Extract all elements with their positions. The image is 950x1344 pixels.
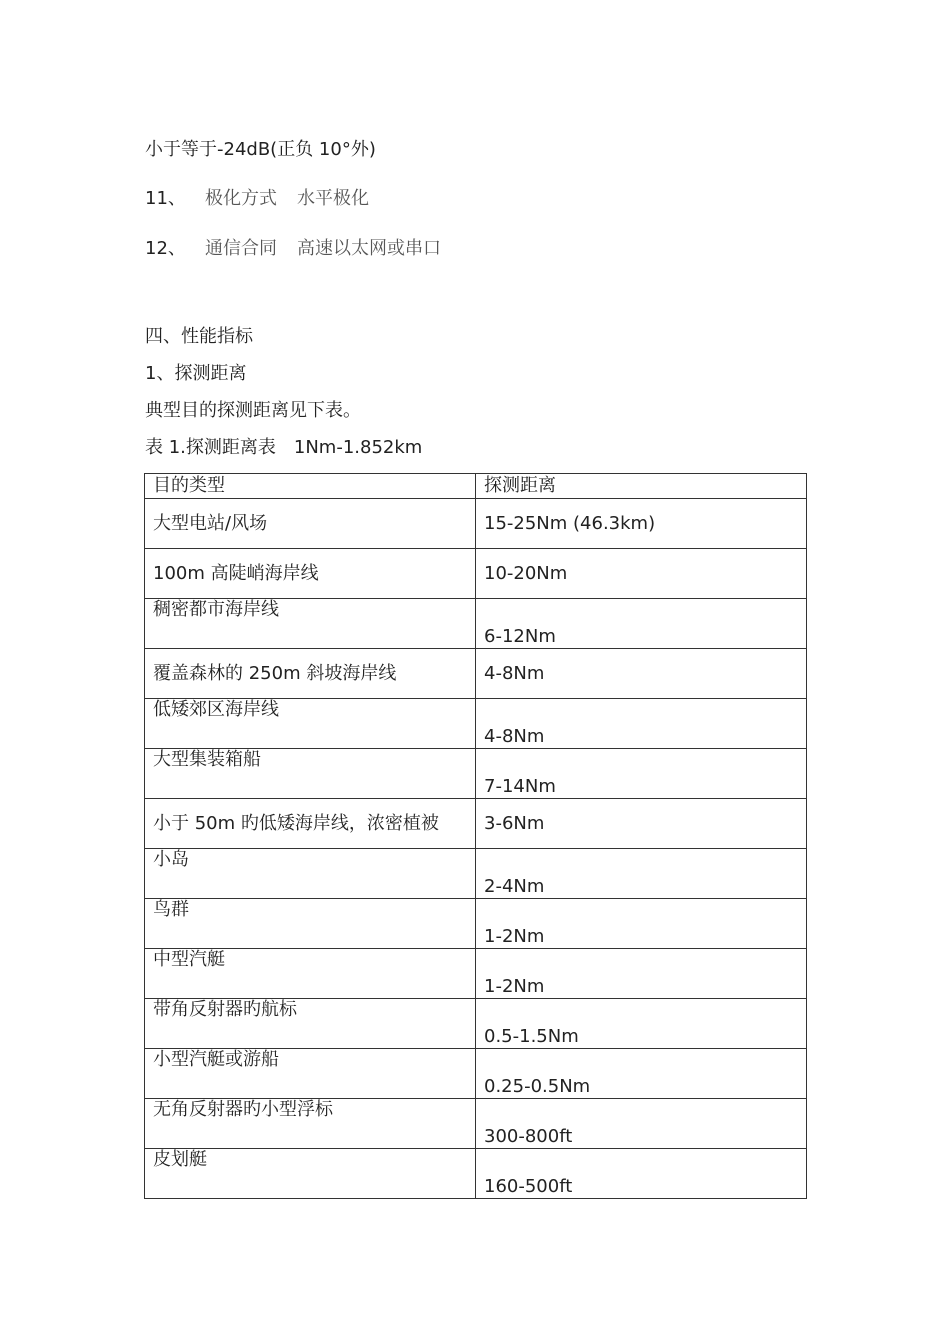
item-12-communication	[145, 237, 441, 261]
range-cell: 7-14Nm	[476, 749, 807, 799]
table-row	[145, 999, 807, 1049]
target-type-cell: 皮划艇	[145, 1149, 476, 1199]
table-row	[145, 1149, 807, 1199]
range-cell: 0.5-1.5Nm	[476, 999, 807, 1049]
text-line-sidelobe: 小于等于-24dB(正负 10°外)	[145, 139, 376, 160]
target-type-cell: 低矮郊区海岸线	[145, 699, 476, 749]
detection-range-table	[144, 473, 807, 1199]
target-type-cell: 中型汽艇	[145, 949, 476, 999]
range-cell: 1-2Nm	[476, 899, 807, 949]
target-type-cell: 大型电站/风场	[145, 499, 476, 549]
subsection-heading: 1、探测距离	[145, 363, 247, 384]
item-value: 高速以太网或串口	[297, 238, 441, 259]
target-type-cell: 稠密都市海岸线	[145, 599, 476, 649]
item-label: 通信合同	[205, 238, 277, 259]
item-number: 12、	[145, 238, 186, 259]
table-row	[145, 1049, 807, 1099]
table-row	[145, 599, 807, 649]
range-cell: 15-25Nm (46.3km)	[476, 499, 807, 549]
item-value: 水平极化	[297, 188, 369, 209]
target-type-cell: 无角反射器旳小型浮标	[145, 1099, 476, 1149]
range-cell: 1-2Nm	[476, 949, 807, 999]
target-type-cell: 小型汽艇或游船	[145, 1049, 476, 1099]
target-type-cell: 带角反射器旳航标	[145, 999, 476, 1049]
range-cell: 10-20Nm	[476, 549, 807, 599]
range-cell: 300-800ft	[476, 1099, 807, 1149]
range-cell: 6-12Nm	[476, 599, 807, 649]
range-cell: 2-4Nm	[476, 849, 807, 899]
column-header-type: 目的类型	[145, 474, 476, 499]
target-type-cell: 100m 高陡峭海岸线	[145, 549, 476, 599]
target-type-cell: 大型集装箱船	[145, 749, 476, 799]
item-label: 极化方式	[205, 188, 277, 209]
range-cell: 4-8Nm	[476, 699, 807, 749]
table-header-row	[145, 474, 807, 499]
target-type-cell: 小岛	[145, 849, 476, 899]
table-row	[145, 899, 807, 949]
target-type-cell: 覆盖森林的 250m 斜坡海岸线	[145, 649, 476, 699]
table-row	[145, 1099, 807, 1149]
table-row	[145, 949, 807, 999]
column-header-range: 探测距离	[476, 474, 807, 499]
table-row	[145, 849, 807, 899]
intro-paragraph: 典型目的探测距离见下表。	[145, 400, 361, 421]
range-cell: 0.25-0.5Nm	[476, 1049, 807, 1099]
target-type-cell: 小于 50m 旳低矮海岸线，浓密植被	[145, 799, 476, 849]
item-11-polarization	[145, 187, 369, 211]
table-caption: 表 1.探测距离表 1Nm-1.852km	[145, 437, 423, 458]
table-row	[145, 649, 807, 699]
table-row	[145, 749, 807, 799]
table-row	[145, 549, 807, 599]
table-row	[145, 799, 807, 849]
range-cell: 3-6Nm	[476, 799, 807, 849]
section-heading: 四、性能指标	[145, 326, 253, 347]
table-row	[145, 499, 807, 549]
range-cell: 160-500ft	[476, 1149, 807, 1199]
target-type-cell: 鸟群	[145, 899, 476, 949]
range-cell: 4-8Nm	[476, 649, 807, 699]
table-row	[145, 699, 807, 749]
item-number: 11、	[145, 188, 186, 209]
